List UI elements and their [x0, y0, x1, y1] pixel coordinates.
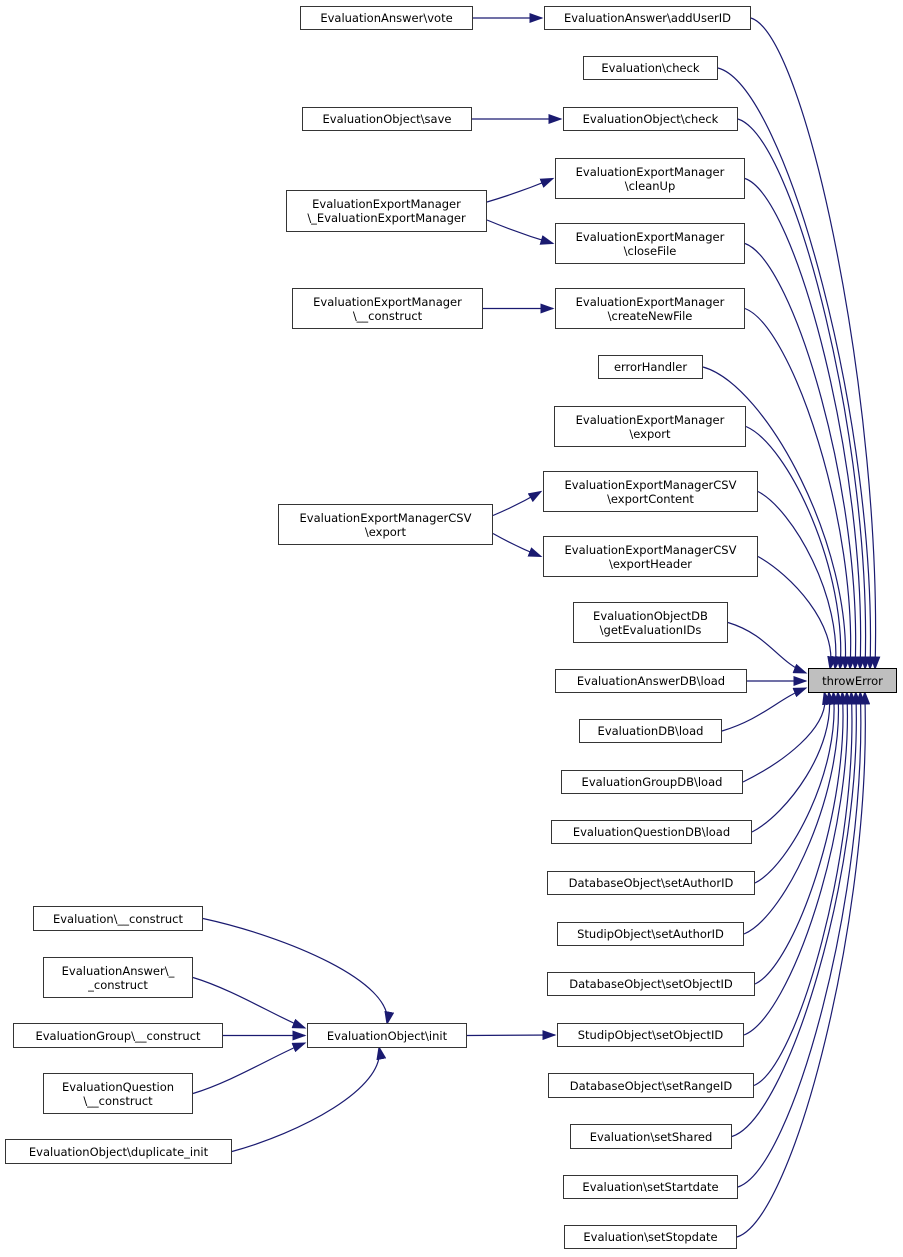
call-edge: [743, 692, 825, 782]
node-label: EvaluationQuestion: [61, 1079, 175, 1094]
node-eem-cleanup[interactable]: [555, 158, 745, 199]
node-label: EvaluationExportManager: [575, 164, 725, 179]
node-label: \exportHeader: [609, 556, 692, 571]
call-edge: [752, 692, 830, 832]
call-edge: [737, 692, 865, 1237]
node-evaluationobject-duplicate-init[interactable]: [5, 1139, 232, 1164]
node-label: errorHandler: [613, 360, 688, 374]
node-label: EvaluationDB\load: [597, 724, 704, 738]
node-eem-export[interactable]: [554, 406, 746, 447]
call-edge: [744, 692, 847, 1035]
node-eemcsv-exportcontent[interactable]: [543, 471, 758, 512]
node-label: EvaluationExportManager: [312, 197, 461, 211]
node-label: _construct: [88, 977, 148, 992]
node-studipobject-setauthorid[interactable]: [557, 922, 744, 946]
node-label: \getEvaluationIDs: [599, 622, 702, 637]
node-eem-closefile[interactable]: [555, 223, 745, 264]
node-eemcsv-export[interactable]: [278, 504, 493, 545]
node-label: Evaluation\setStartdate: [582, 1180, 719, 1194]
node-label: DatabaseObject\setObjectID: [569, 977, 733, 991]
node-evaluation-setstartdate[interactable]: [563, 1175, 738, 1199]
node-label: EvaluationExportManager: [575, 294, 725, 309]
call-edge: [745, 244, 856, 670]
node-label: EvaluationGroup\__construct: [35, 1028, 201, 1043]
call-edge: [467, 1035, 555, 1036]
node-evaluation-setstopdate[interactable]: [564, 1225, 737, 1249]
node-label: Evaluation\check: [601, 61, 700, 75]
node-evaluationquestiondb-load[interactable]: [551, 820, 752, 844]
call-edge: [487, 179, 553, 203]
node-evaluation-setshared[interactable]: [570, 1124, 732, 1149]
node-label: EvaluationExportManagerCSV: [564, 477, 737, 492]
node-evaluationanswerdb-load[interactable]: [555, 669, 747, 693]
node-label: \cleanUp: [624, 178, 676, 193]
call-edge: [758, 557, 831, 670]
node-evaluationgroup-construct[interactable]: [13, 1023, 223, 1048]
node-label: Evaluation\__construct: [52, 911, 184, 926]
node-eem-construct[interactable]: [292, 288, 483, 329]
node-label: DatabaseObject\setRangeID: [569, 1078, 733, 1093]
call-edge: [732, 692, 856, 1137]
node-eem-ctor-internal[interactable]: [286, 190, 487, 232]
node-label: Evaluation\setStopdate: [583, 1230, 718, 1244]
call-edge: [193, 1043, 305, 1094]
node-label: \__construct: [352, 308, 423, 323]
node-label: \export: [629, 426, 671, 441]
call-edge: [722, 688, 806, 731]
call-edge: [754, 692, 852, 1086]
node-evaluationquestion-construct[interactable]: [43, 1073, 193, 1114]
node-label: EvaluationExportManager: [313, 294, 462, 309]
call-edge: [493, 534, 541, 557]
node-label: EvaluationGroupDB\load: [581, 775, 723, 789]
node-label: \createNewFile: [607, 308, 693, 323]
node-eodb-getevaluationids[interactable]: [573, 602, 728, 643]
node-label: EvaluationExportManager: [575, 412, 725, 427]
node-errorhandler[interactable]: [598, 355, 703, 379]
node-evaluationgroupdb-load[interactable]: [561, 770, 743, 794]
node-evaluationdb-load[interactable]: [579, 719, 722, 743]
node-label: EvaluationObject\duplicate_init: [28, 1144, 209, 1159]
call-edge: [755, 692, 843, 984]
node-label: \exportContent: [607, 491, 694, 506]
node-label: DatabaseObject\setAuthorID: [568, 876, 734, 890]
call-edge: [758, 492, 836, 670]
node-label: EvaluationAnswer\addUserID: [563, 11, 731, 25]
node-label: EvaluationObject\check: [582, 112, 719, 126]
node-label: throwError: [822, 673, 883, 688]
node-label: Evaluation\setShared: [589, 1129, 713, 1144]
node-label: EvaluationExportManager: [575, 229, 725, 244]
node-label: \export: [364, 524, 407, 539]
node-label: EvaluationExportManagerCSV: [299, 510, 472, 525]
node-evaluationanswer-construct[interactable]: [43, 957, 193, 998]
node-databaseobject-setobjectid[interactable]: [547, 972, 755, 996]
node-evaluation-construct[interactable]: [33, 906, 203, 931]
call-edge: [487, 220, 553, 244]
node-label: \__construct: [83, 1093, 153, 1108]
node-evaluationobject-save[interactable]: [302, 107, 472, 131]
node-label: \_EvaluationExportManager: [307, 211, 466, 225]
node-evaluationanswer-adduserid[interactable]: [544, 6, 751, 30]
node-eemcsv-exportheader[interactable]: [543, 536, 758, 577]
call-edge: [203, 919, 387, 1025]
node-label: EvaluationAnswer\vote: [320, 11, 453, 25]
node-evaluationanswer-vote[interactable]: [300, 6, 473, 30]
node-label: EvaluationExportManagerCSV: [564, 542, 737, 557]
call-edge: [193, 978, 305, 1029]
node-label: EvaluationAnswer\_: [61, 963, 175, 978]
call-edge: [744, 692, 838, 934]
call-edge: [728, 623, 806, 674]
node-label: EvaluationObject\save: [322, 112, 452, 126]
node-label: EvaluationObject\init: [326, 1028, 448, 1043]
node-eem-createnewfile[interactable]: [555, 288, 745, 329]
node-evaluationobject-check[interactable]: [563, 107, 738, 131]
node-label: EvaluationObjectDB: [593, 608, 708, 623]
node-label: EvaluationAnswerDB\load: [576, 674, 726, 688]
node-evaluationobject-init[interactable]: [307, 1023, 467, 1048]
node-label: StudipObject\setAuthorID: [577, 927, 724, 941]
node-label: \closeFile: [623, 243, 677, 258]
node-label: StudipObject\setObjectID: [577, 1028, 724, 1042]
node-evaluation-check[interactable]: [583, 56, 718, 80]
call-edge: [493, 492, 541, 516]
call-edge: [751, 18, 876, 669]
node-studipobject-setobjectid[interactable]: [557, 1023, 744, 1047]
node-throwerror: [808, 668, 897, 693]
node-databaseobject-setrangeid[interactable]: [548, 1073, 754, 1098]
node-label: EvaluationQuestionDB\load: [572, 825, 731, 839]
call-edge: [232, 1047, 380, 1152]
node-databaseobject-setauthorid[interactable]: [547, 871, 755, 895]
call-edge: [738, 692, 861, 1187]
